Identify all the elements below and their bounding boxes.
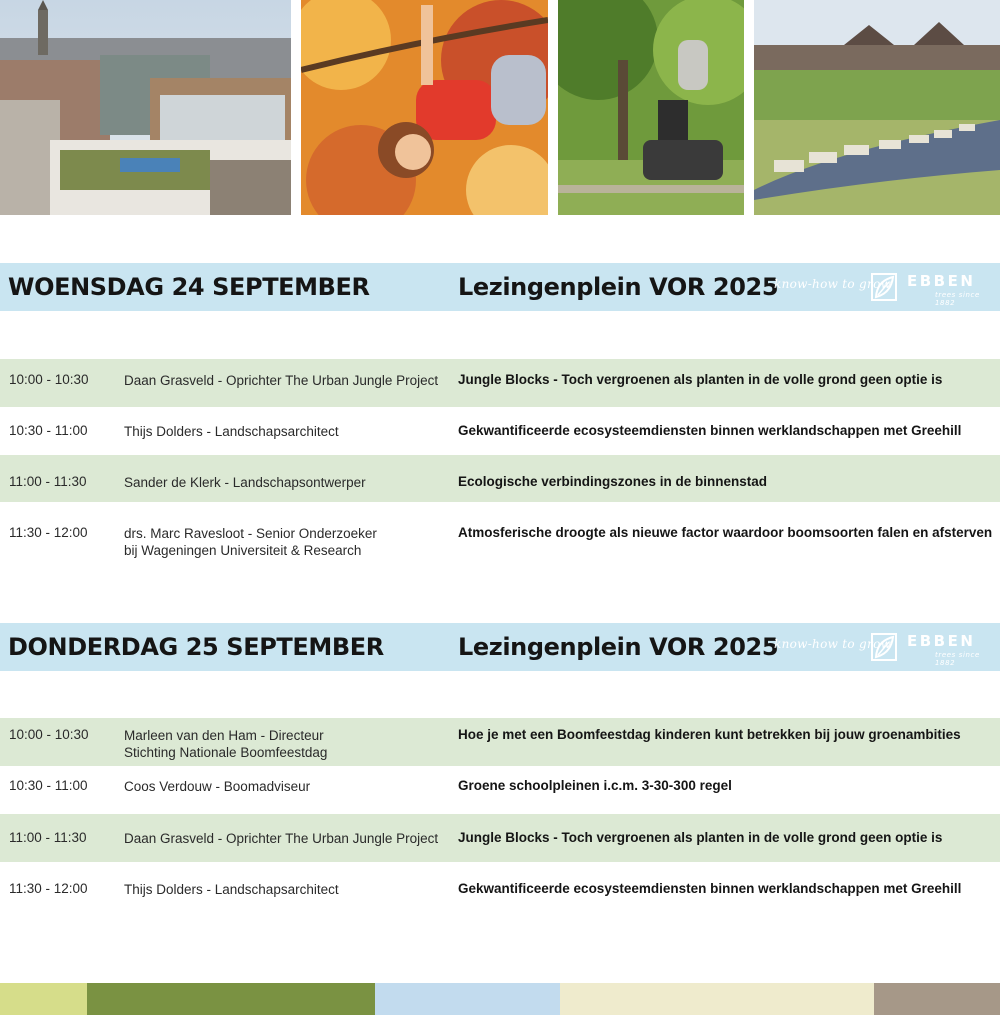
brand-name: EBBEN [907, 632, 976, 650]
day-header-thursday [0, 623, 1000, 671]
speaker-line: Thijs Dolders - Landschapsarchitect [124, 424, 339, 439]
session-time: 11:00 - 11:30 [9, 474, 87, 489]
session-time: 10:30 - 11:00 [9, 423, 88, 438]
speaker-line: Daan Grasveld - Oprichter The Urban Jungle Project [124, 373, 439, 388]
speaker-line: Stichting Nationale Boomfeestdag [124, 745, 328, 760]
brand-since: trees since 1882 [935, 291, 980, 307]
session-time: 10:00 - 10:30 [9, 727, 89, 742]
table-row [0, 814, 1000, 862]
session-speaker [124, 372, 454, 389]
ebben-leaf-icon [869, 631, 899, 663]
session-title: Atmosferische droogte als nieuwe factor waardoor boomsoorten falen en afsterven [458, 525, 993, 540]
table-row [0, 864, 1000, 912]
table-row [0, 359, 1000, 407]
color-segment [375, 983, 560, 1015]
color-segment [87, 983, 375, 1015]
session-title: Jungle Blocks - Toch vergroenen als planten in de volle grond geen optie is [458, 830, 943, 845]
session-time: 11:30 - 12:00 [9, 881, 88, 896]
session-title: Gekwantificeerde ecosysteemdiensten binnen werklandschappen met Greehill [458, 423, 962, 438]
brand-name: EBBEN [907, 272, 976, 290]
footer-color-bar [0, 983, 1000, 1015]
speaker-line: Sander de Klerk - Landschapsontwerper [124, 475, 366, 490]
brand-since: trees since 1882 [935, 651, 980, 667]
session-title: Groene schoolpleinen i.c.m. 3-30-300 regel [458, 778, 732, 793]
speaker-line: Coos Verdouw - Boomadviseur [124, 779, 311, 794]
day-title: DONDERDAG 25 SEPTEMBER [8, 633, 384, 661]
color-segment [560, 983, 874, 1015]
session-speaker [124, 423, 454, 440]
session-speaker [124, 881, 454, 898]
speaker-line: bij Wageningen Universiteit & Research [124, 543, 362, 558]
table-row [0, 766, 1000, 814]
ebben-logo [774, 629, 996, 665]
session-time: 11:30 - 12:00 [9, 525, 88, 540]
session-time: 10:30 - 11:00 [9, 778, 88, 793]
table-row [0, 718, 1000, 766]
brand-slogan: know-how to grow [774, 637, 892, 651]
ebben-leaf-icon [869, 271, 899, 303]
session-time: 11:00 - 11:30 [9, 830, 87, 845]
speaker-line: Marleen van den Ham - Directeur [124, 728, 324, 743]
event-title: Lezingenplein VOR 2025 [458, 273, 779, 301]
session-title: Gekwantificeerde ecosysteemdiensten binnen werklandschappen met Greehill [458, 881, 962, 896]
table-row [0, 512, 1000, 572]
session-title: Hoe je met een Boomfeestdag kinderen kunt betrekken bij jouw groenambities [458, 727, 961, 742]
event-title: Lezingenplein VOR 2025 [458, 633, 779, 661]
speaker-line: drs. Marc Ravesloot - Senior Onderzoeker [124, 526, 377, 541]
table-row [0, 455, 1000, 502]
day-header-wednesday [0, 263, 1000, 311]
table-row [0, 410, 1000, 458]
day-title: WOENSDAG 24 SEPTEMBER [8, 273, 370, 301]
photo-strip [0, 0, 1000, 215]
session-speaker [124, 474, 454, 491]
color-segment [0, 983, 87, 1015]
session-speaker [124, 525, 454, 559]
park-pond-photo [754, 0, 1000, 215]
ebben-logo [774, 269, 996, 305]
city-rooftop-photo [0, 0, 291, 215]
garden-wheelchair-photo [558, 0, 744, 215]
color-segment [874, 983, 1000, 1015]
session-speaker [124, 830, 454, 847]
brand-slogan: know-how to grow [774, 277, 892, 291]
session-speaker [124, 778, 454, 795]
session-title: Ecologische verbindingszones in de binnenstad [458, 474, 768, 489]
child-in-tree-photo [301, 0, 548, 215]
speaker-line: Daan Grasveld - Oprichter The Urban Jungle Project [124, 831, 439, 846]
session-title: Jungle Blocks - Toch vergroenen als planten in de volle grond geen optie is [458, 372, 943, 387]
session-speaker [124, 727, 454, 761]
session-time: 10:00 - 10:30 [9, 372, 89, 387]
speaker-line: Thijs Dolders - Landschapsarchitect [124, 882, 339, 897]
